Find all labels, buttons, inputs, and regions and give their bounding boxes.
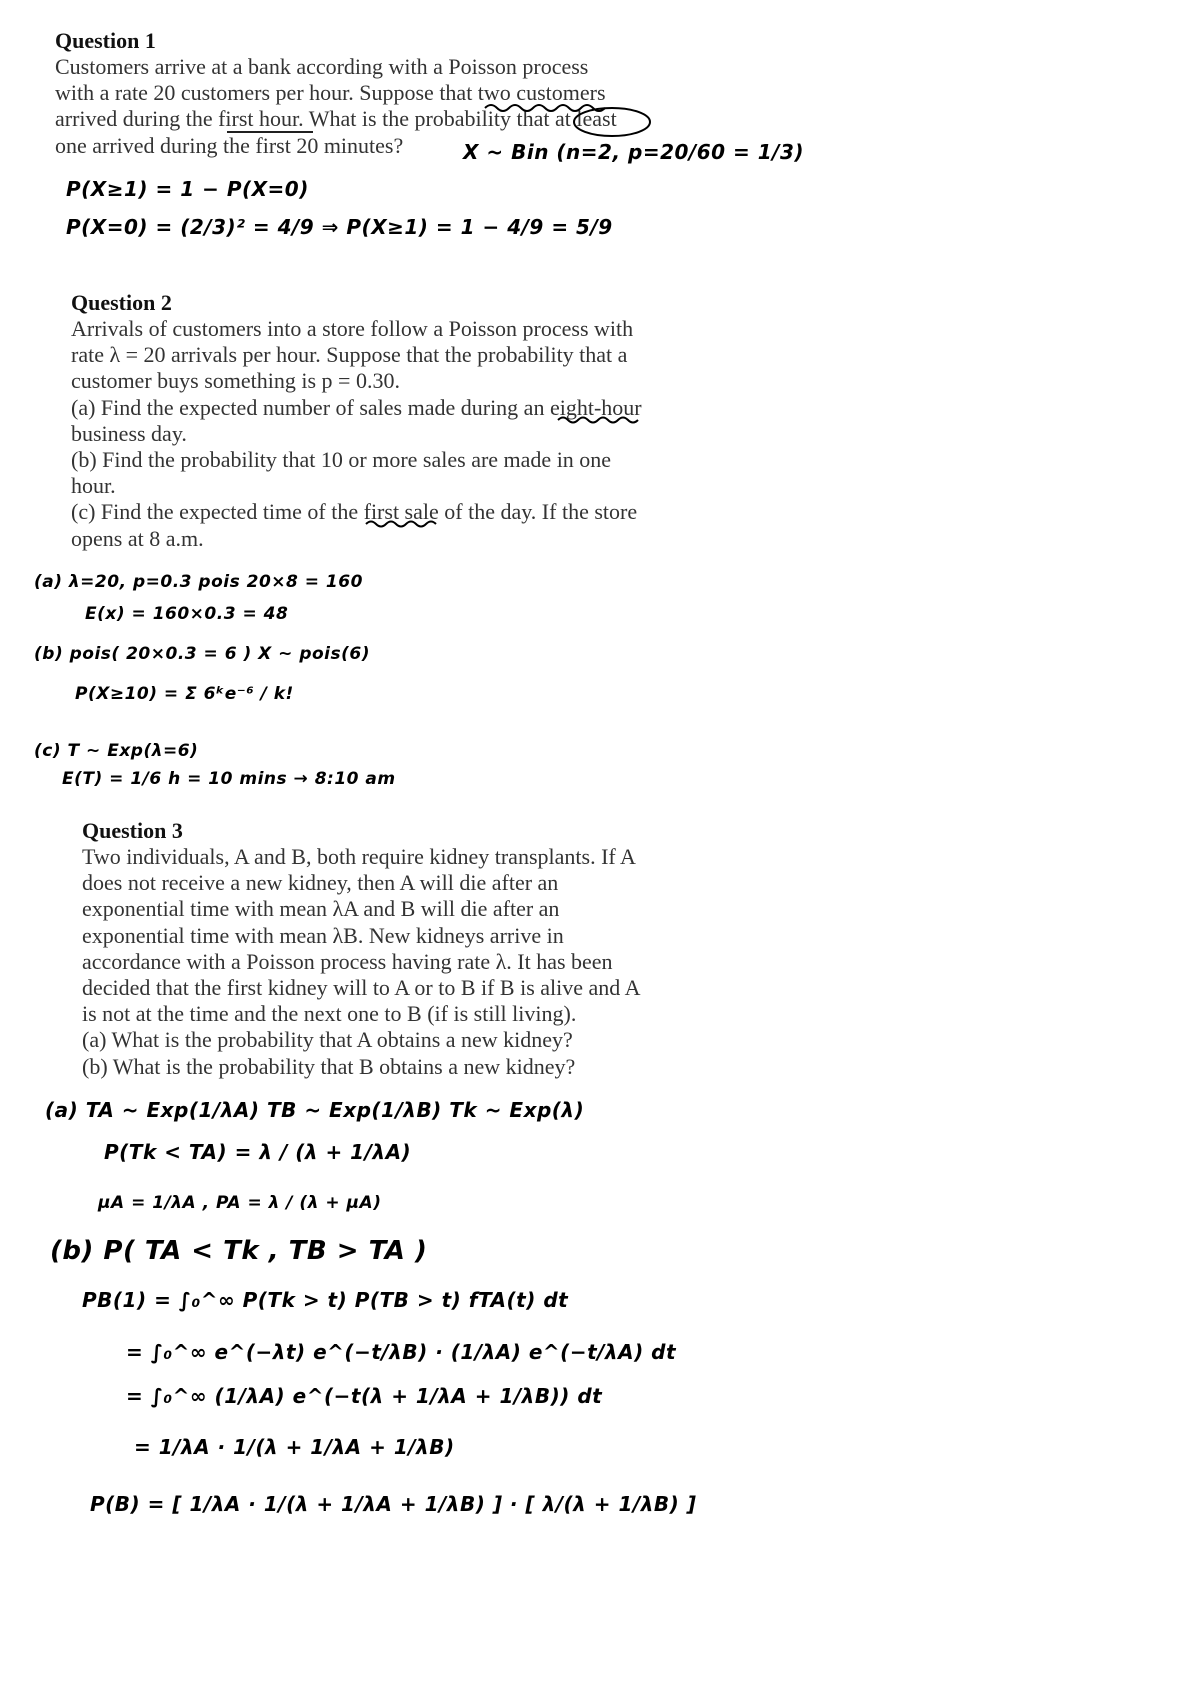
q2-work-line: E(x) = 160×0.3 = 48 xyxy=(85,604,289,624)
question-3-line: (b) What is the probability that B obtains a new kidney? xyxy=(82,1053,576,1079)
question-3-line: Two individuals, A and B, both require kidney transplants. If A xyxy=(82,844,636,869)
question-2-line: rate λ = 20 arrivals per hour. Suppose that the probability that a xyxy=(71,342,628,368)
q1-work-line: P(X≥1) = 1 − P(X=0) xyxy=(66,177,309,201)
question-2-line: (b) Find the probability that 10 or more sales are made in one xyxy=(71,447,612,473)
q2-work-line: (c) T ~ Exp(λ=6) xyxy=(34,741,199,761)
question-3-line: accordance with a Poisson process having rate λ. It has been xyxy=(82,948,613,974)
q2-work-line: (a) λ=20, p=0.3 pois 20×8 = 160 xyxy=(34,572,363,592)
q3-work-line: = 1/λA · 1/(λ + 1/λA + 1/λB) xyxy=(134,1435,455,1459)
question-3-line: decided that the first kidney will to A or to B if B is alive and A xyxy=(82,975,641,1001)
q3-work-line: PB(1) = ∫₀^∞ P(Tk > t) P(TB > t) fTA(t) dt xyxy=(82,1288,569,1312)
q1-work-distribution: X ~ Bin (n=2, p=20/60 = 1/3) xyxy=(463,140,805,164)
question-1-line: one arrived during the first 20 minutes? xyxy=(55,132,404,158)
question-3-line: is not at the time and the next one to B (if is still living). xyxy=(82,1001,577,1027)
q2-work-line: E(T) = 1/6 h = 10 mins → 8:10 am xyxy=(62,769,396,789)
q2-work-line: P(X≥10) = Σ 6ᵏe⁻⁶ / k! xyxy=(75,684,294,704)
question-1-title: Question 1 xyxy=(55,28,156,53)
question-2-line: (c) Find the expected time of the first sale of the day. If the store xyxy=(71,499,638,525)
question-3-line: does not receive a new kidney, then A will die after an xyxy=(82,870,559,896)
question-2-line: business day. xyxy=(71,420,187,446)
question-2-block xyxy=(71,290,691,552)
q3-work-line: P(Tk < TA) = λ / (λ + 1/λA) xyxy=(104,1140,412,1164)
question-2-line: opens at 8 a.m. xyxy=(71,525,204,551)
q3-work-line: = ∫₀^∞ (1/λA) e^(−t(λ + 1/λA + 1/λB)) dt xyxy=(126,1384,603,1408)
q3-work-line: (b) P( TA < Tk , TB > TA ) xyxy=(50,1236,428,1266)
question-2-line: Arrivals of customers into a store follow a Poisson process with xyxy=(71,316,634,341)
question-3-line: exponential time with mean λA and B will die after an xyxy=(82,896,560,922)
question-1-line: Customers arrive at a bank according with a Poisson process xyxy=(55,54,589,79)
q3-work-line: μA = 1/λA , PA = λ / (λ + μA) xyxy=(98,1193,382,1213)
question-3-block xyxy=(82,818,702,1080)
question-2-line: (a) Find the expected number of sales made during an eight-hour xyxy=(71,394,642,420)
q2-work-line: (b) pois( 20×0.3 = 6 ) X ~ pois(6) xyxy=(34,644,370,664)
q3-work-line: = ∫₀^∞ e^(−λt) e^(−t/λB) · (1/λA) e^(−t/λA) dt xyxy=(126,1340,677,1364)
q3-work-line: P(B) = [ 1/λA · 1/(λ + 1/λA + 1/λB) ] · [ λ/(λ + 1/λB) ] xyxy=(90,1492,697,1516)
question-1-line: with a rate 20 customers per hour. Suppose that two customers xyxy=(55,80,606,106)
question-1-line: arrived during the first hour. What is the probability that at least xyxy=(55,106,617,132)
q3-work-line: (a) TA ~ Exp(1/λA) TB ~ Exp(1/λB) Tk ~ Exp(λ) xyxy=(45,1098,585,1122)
question-2-line: customer buys something is p = 0.30. xyxy=(71,368,400,394)
question-3-line: (a) What is the probability that A obtains a new kidney? xyxy=(82,1027,573,1053)
question-2-line: hour. xyxy=(71,473,116,499)
q1-work-line: P(X=0) = (2/3)² = 4/9 ⇒ P(X≥1) = 1 − 4/9 = 5/9 xyxy=(66,215,613,239)
question-2-title: Question 2 xyxy=(71,290,172,315)
question-3-title: Question 3 xyxy=(82,818,183,843)
question-3-line: exponential time with mean λB. New kidneys arrive in xyxy=(82,922,564,948)
